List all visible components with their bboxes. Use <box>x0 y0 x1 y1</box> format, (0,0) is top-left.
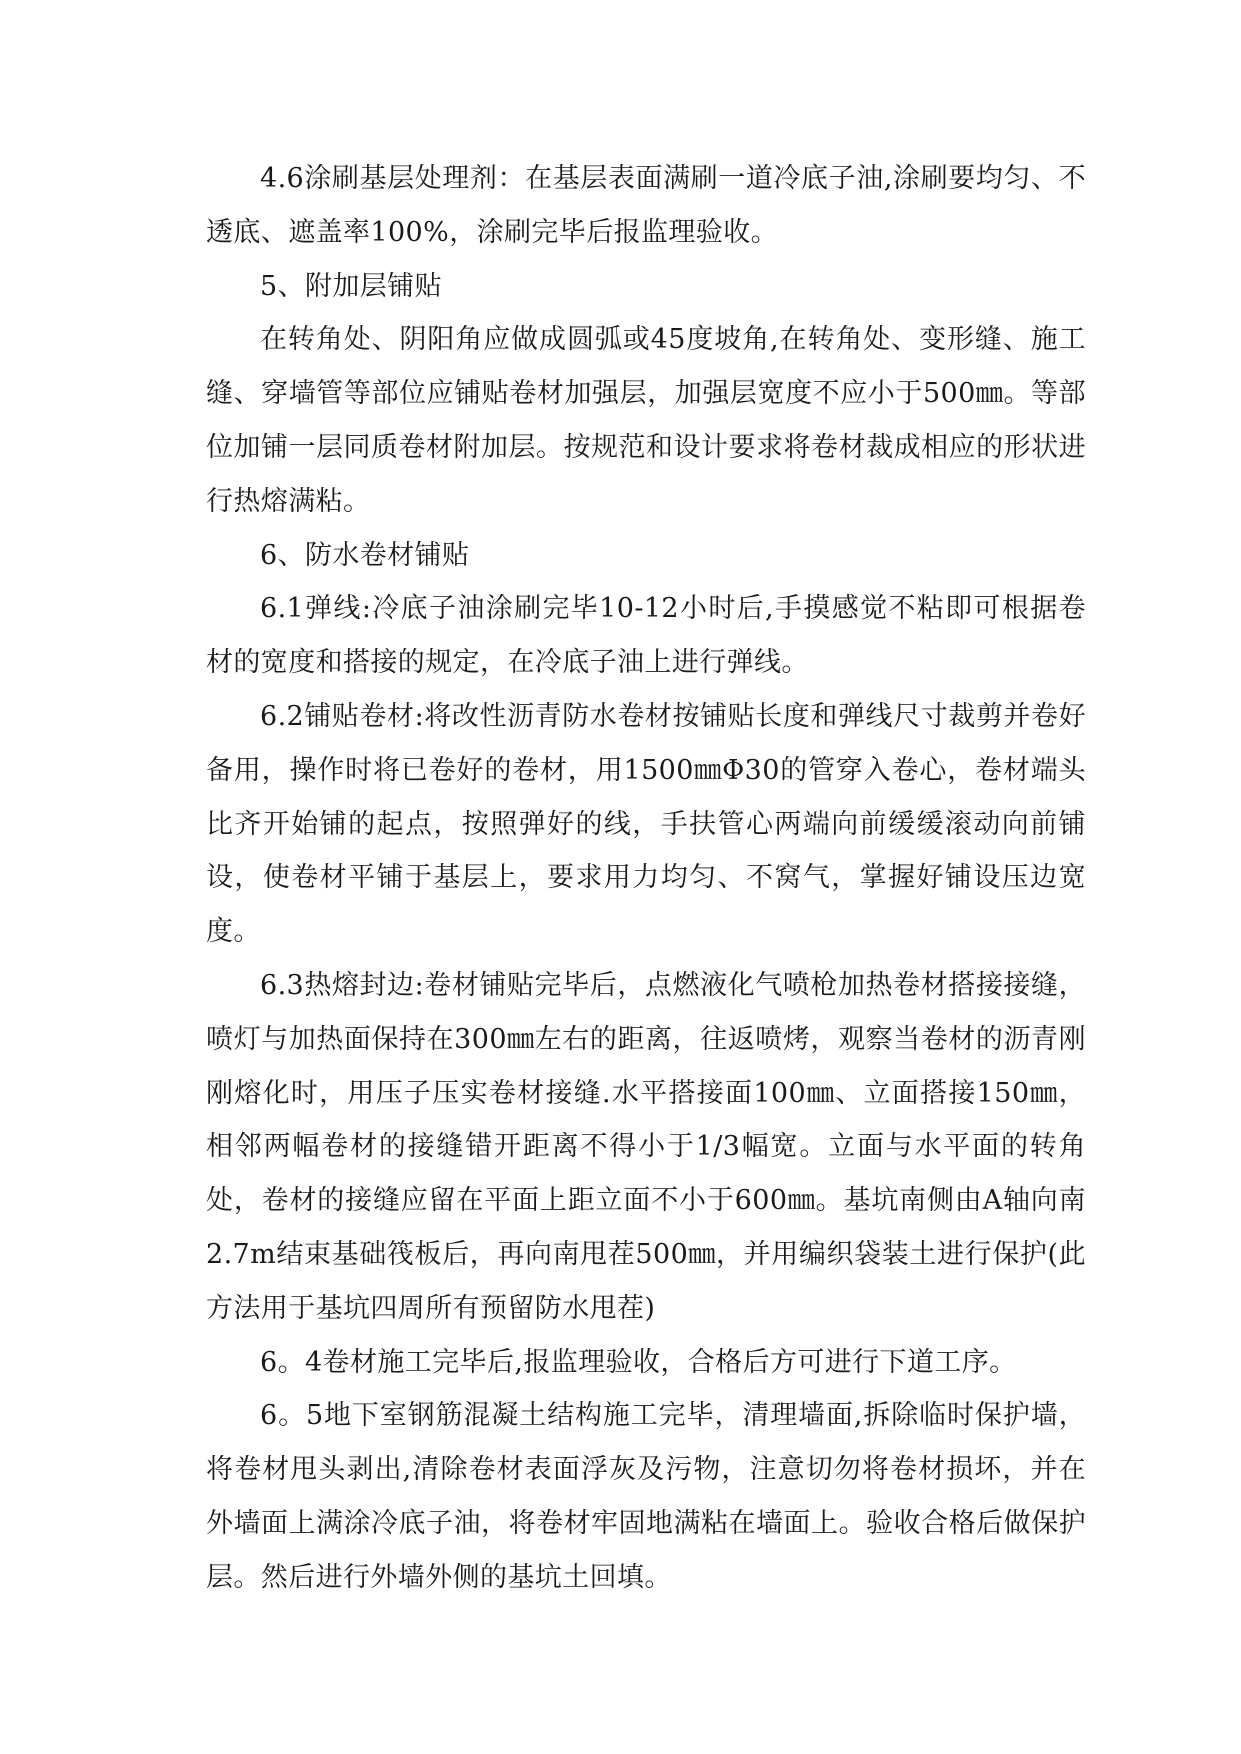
section-heading-6: 6、防水卷材铺贴 <box>260 539 470 571</box>
paragraph-4-6-primer: 4.6涂刷基层处理剂：在基层表面满刷一道冷底子油,涂刷要均匀、不透底、遮盖率100%，涂刷完毕后报监理验收。 <box>206 163 1086 248</box>
paragraph-6-1-chalk-line: 6.1弹线:冷底子油涂刷完毕10-12小时后,手摸感觉不粘即可根据卷材的宽度和搭接的规定，在冷底子油上进行弹线。 <box>206 593 1086 679</box>
document-body <box>206 152 1086 1605</box>
section-heading-5: 5、附加层铺贴 <box>260 270 442 302</box>
paragraph-6-5-backfill: 6。5地下室钢筋混凝土结构施工完毕，清理墙面,拆除临时保护墙，将卷材甩头剥出,清除卷材表面浮灰及污物，注意切勿将卷材损坏，并在外墙面上满涂冷底子油，将卷材牢固地满粘在墙面上。验收合格后做保护层。然后进行外墙外侧的基坑土回填。 <box>206 1400 1086 1593</box>
paragraph-additional-layer: 在转角处、阴阳角应做成圆弧或45度坡角,在转角处、变形缝、施工缝、穿墙管等部位应铺贴卷材加强层，加强层宽度不应小于500㎜。等部位加铺一层同质卷材附加层。按规范和设计要求将卷材裁成相应的形状进行热熔满粘。 <box>206 324 1086 517</box>
paragraph-6-3-heat-seal: 6.3热熔封边:卷材铺贴完毕后，点燃液化气喷枪加热卷材搭接接缝，喷灯与加热面保持在300㎜左右的距离，往返喷烤，观察当卷材的沥青刚刚熔化时，用压子压实卷材接缝.水平搭接面100㎜、立面搭接150㎜，相邻两幅卷材的接缝错开距离不得小于1/3幅宽。立面与水平面的转角处，卷材的接缝应留在平面上距立面不小于600㎜。基坑南侧由A轴向南2.7m结束基础筏板后，再向南甩茬500㎜，并用编织袋装土进行保护(此方法用于基坑四周所有预留防水甩茬) <box>206 969 1086 1324</box>
paragraph-6-2-laying: 6.2铺贴卷材:将改性沥青防水卷材按铺贴长度和弹线尺寸裁剪并卷好备用，操作时将已卷好的卷材，用1500㎜Φ30的管穿入卷心，卷材端头比齐开始铺的起点，按照弹好的线，手扶管心两端向前缓缓滚动向前铺设，使卷材平铺于基层上，要求用力均匀、不窝气，掌握好铺设压边宽度。 <box>206 700 1086 948</box>
paragraph-6-4-inspection: 6。4卷材施工完毕后,报监理验收，合格后方可进行下道工序。 <box>260 1346 1017 1378</box>
